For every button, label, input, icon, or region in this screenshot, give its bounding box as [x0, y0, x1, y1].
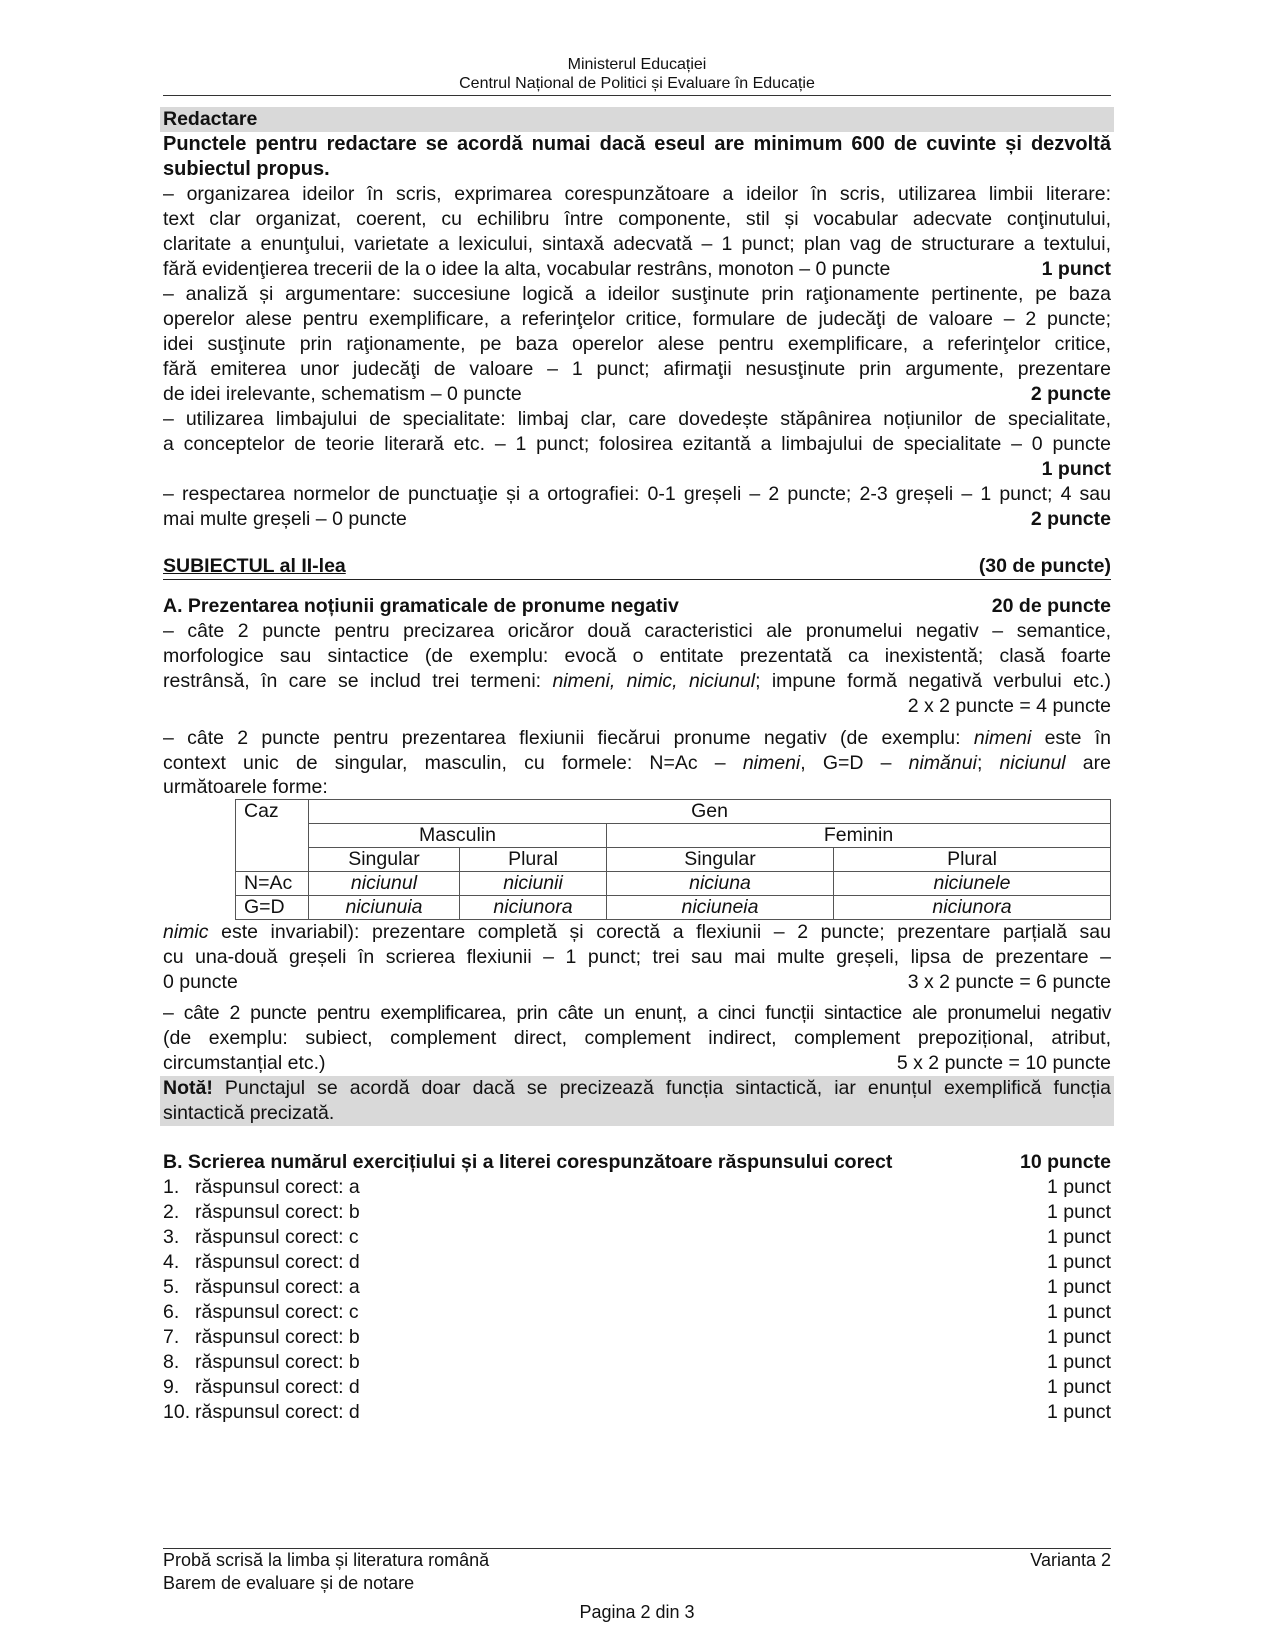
text-line: operelor alese pentru exemplificare, a referinţelor critice, formulare de judecăţi de valoare – 2 puncte;	[163, 308, 1111, 330]
text-segment: mai multe greșeli – 0 puncte	[163, 508, 407, 530]
form-cell: niciunora	[460, 896, 607, 920]
section-b-title: B. Scrierea numărul exercițiului și a literei corespunzătoare răspunsului corect	[163, 1151, 893, 1173]
item-score: 1 punct	[1047, 1376, 1111, 1398]
text-segment: 0 puncte	[163, 971, 238, 993]
text-segment: context unic de singular, masculin, cu formele: N=Ac –	[163, 752, 743, 774]
table-row	[236, 872, 1111, 896]
text-segment: circumstanțial etc.)	[163, 1052, 326, 1074]
section-b-heading	[163, 1150, 1111, 1175]
item-text: răspunsul corect: d	[195, 1376, 360, 1398]
number-header: Singular	[607, 848, 834, 872]
item-flexiune	[163, 726, 1111, 995]
item-functii-sintactice	[163, 1001, 1111, 1076]
text-segment: – câte 2 puncte pentru prezentarea flexiunii fiecărui pronume negativ (de exemplu:	[163, 727, 974, 749]
page-number: Pagina 2 din 3	[579, 1602, 695, 1622]
center-name: Centrul Național de Politici și Evaluare în Educație	[459, 75, 815, 92]
table-row	[236, 896, 1111, 920]
item-score: 1 punct	[1047, 1326, 1111, 1348]
text-segment: este în	[1031, 727, 1111, 749]
answer-item	[163, 1375, 1111, 1400]
ministry-name: Ministerul Educației	[567, 56, 707, 73]
form-cell: niciunora	[834, 896, 1111, 920]
barem-label: Barem de evaluare și de notare	[163, 1573, 415, 1593]
item-number: 10.	[163, 1401, 191, 1423]
item-number: 7.	[163, 1326, 180, 1348]
form-cell: niciunele	[834, 872, 1111, 896]
item-number: 8.	[163, 1351, 180, 1373]
item-number: 5.	[163, 1276, 180, 1298]
text-segment: de idei irelevante, schematism – 0 puncte	[163, 383, 522, 405]
text-line: fără emiterea unor judecăţi de valoare – 1 punct; afirmaţii nesusţinute prin argumente, prezentare	[163, 358, 1111, 380]
header-divider	[163, 95, 1111, 96]
item-score: 1 punct	[1047, 1301, 1111, 1323]
item-score: 1 punct	[1047, 1276, 1111, 1298]
text-line: – respectarea normelor de punctuaţie și a ortografiei: 0-1 greșeli – 2 puncte; 2-3 greșeli – 1 punct; 4 sau	[163, 483, 1111, 505]
exam-name: Probă scrisă la limba și literatura română	[163, 1550, 490, 1570]
item-caracteristici	[163, 619, 1111, 719]
answer-item	[163, 1250, 1111, 1275]
criterion-analiza	[163, 282, 1111, 407]
score-label: 1 punct	[1041, 258, 1111, 280]
item-text: răspunsul corect: b	[195, 1201, 360, 1223]
text-segment: ; impune formă negativă verbului etc.)	[755, 670, 1111, 692]
italic-term: niciunul	[999, 752, 1066, 774]
score-label: 2 x 2 puncte = 4 puncte	[907, 695, 1111, 717]
answer-item	[163, 1400, 1111, 1425]
item-score: 1 punct	[1047, 1351, 1111, 1373]
text-segment: ;	[976, 752, 1000, 774]
note-label: Notă!	[163, 1077, 213, 1099]
case-cell: N=Ac	[236, 872, 309, 896]
answer-item	[163, 1225, 1111, 1250]
text-segment: este invariabil): prezentare completă și corectă a flexiunii – 2 puncte; prezentare parțială sau	[208, 921, 1111, 943]
item-number: 9.	[163, 1376, 180, 1398]
answer-item	[163, 1275, 1111, 1300]
form-cell: niciunuia	[309, 896, 460, 920]
section-b-points: 10 puncte	[1019, 1151, 1111, 1173]
number-header: Singular	[309, 848, 460, 872]
case-cell: G=D	[236, 896, 309, 920]
text-line: idei susţinute prin raţionamente, pe baza operelor alese pentru exemplificare, a referinţelor critice,	[163, 333, 1111, 355]
answer-item	[163, 1325, 1111, 1350]
section-a	[163, 594, 1111, 1126]
text-line	[163, 507, 1111, 532]
text-line: text clar organizat, coerent, cu echilibru între componente, stil și vocabular adecvate conţinutului,	[163, 208, 1111, 230]
score-label: 3 x 2 puncte = 6 puncte	[907, 971, 1111, 993]
redactare-title: Redactare	[160, 107, 1114, 132]
item-score: 1 punct	[1047, 1201, 1111, 1223]
item-score: 1 punct	[1047, 1401, 1111, 1423]
subiect-title: SUBIECTUL al II-lea	[163, 555, 346, 577]
subiect-points: (30 de puncte)	[978, 555, 1111, 577]
item-text: răspunsul corect: a	[195, 1176, 360, 1198]
form-cell: niciuneia	[607, 896, 834, 920]
page-header	[163, 0, 1111, 93]
text-segment: fără evidenţierea trecerii de la o idee la alta, vocabular restrâns, monoton – 0 puncte	[163, 258, 891, 280]
text-line: – câte 2 puncte pentru exemplificarea, prin câte un enunț, a cinci funcții sintactice ale pronumelui negativ	[163, 1002, 1111, 1024]
item-score: 1 punct	[1047, 1176, 1111, 1198]
document-page	[163, 0, 1111, 1425]
item-text: răspunsul corect: d	[195, 1401, 360, 1423]
form-cell: niciuna	[607, 872, 834, 896]
feminin-header: Feminin	[607, 824, 1111, 848]
text-segment: are	[1065, 752, 1111, 774]
text-line: – analiză și argumentare: succesiune logică a ideilor susţinute prin raţionamente pertinente, pe baza	[163, 283, 1111, 305]
text-line: – câte 2 puncte pentru precizarea oricăror două caracteristici ale pronumelui negativ – semantice,	[163, 620, 1111, 642]
text-line	[163, 257, 1111, 282]
subiect-2-heading	[163, 554, 1111, 580]
text-line: claritate a enunţului, varietate a lexicului, sintaxă adecvată – 1 punct; plan vag de structurare a textului,	[163, 233, 1111, 255]
text-segment: , G=D –	[800, 752, 909, 774]
text-line	[163, 726, 1111, 751]
italic-term: nimeni	[973, 727, 1032, 749]
item-number: 1.	[163, 1176, 180, 1198]
text-line	[163, 1051, 1111, 1076]
flexiune-table	[235, 799, 1111, 920]
criterion-limbaj	[163, 407, 1111, 482]
text-line: următoarele forme:	[163, 776, 328, 798]
variant-label: Varianta 2	[1030, 1550, 1111, 1570]
score-label: 2 puncte	[1030, 383, 1111, 405]
item-text: răspunsul corect: b	[195, 1351, 360, 1373]
text-line	[163, 382, 1111, 407]
note-text: Punctajul se acordă doar dacă se precizează funcția sintactică, iar enunțul exemplifică funcția sintactică precizată.	[163, 1077, 1111, 1124]
italic-term: nimic	[163, 921, 209, 943]
section-b	[163, 1150, 1111, 1425]
item-text: răspunsul corect: c	[195, 1301, 359, 1323]
item-number: 3.	[163, 1226, 180, 1248]
italic-term: nimeni, nimic, niciunul	[552, 670, 756, 692]
item-number: 6.	[163, 1301, 180, 1323]
section-a-heading	[163, 594, 1111, 619]
footer-row	[163, 1549, 1111, 1572]
gen-header: Gen	[309, 800, 1111, 824]
redactare-intro: Punctele pentru redactare se acordă numai dacă eseul are minimum 600 de cuvinte și dezvoltă subiectul propus.	[163, 133, 1111, 180]
item-text: răspunsul corect: b	[195, 1326, 360, 1348]
answer-item	[163, 1200, 1111, 1225]
form-cell: niciunii	[460, 872, 607, 896]
section-a-points: 20 de puncte	[991, 595, 1111, 617]
text-segment: restrânsă, în care se includ trei termeni:	[163, 670, 553, 692]
number-header: Plural	[460, 848, 607, 872]
section-a-title: A. Prezentarea noțiunii gramaticale de pronume negativ	[163, 595, 679, 617]
number-header: Plural	[834, 848, 1111, 872]
text-line	[163, 751, 1111, 776]
text-line: – organizarea ideilor în scris, exprimarea corespunzătoare a ideilor în scris, utilizarea limbii literare:	[163, 183, 1111, 205]
item-text: răspunsul corect: c	[195, 1226, 359, 1248]
answer-item	[163, 1300, 1111, 1325]
note-box	[160, 1076, 1114, 1126]
text-line: – utilizarea limbajului de specialitate: limbaj clar, care dovedește stăpânirea noțiunilor de specialitate,	[163, 408, 1111, 430]
item-number: 2.	[163, 1201, 180, 1223]
item-text: răspunsul corect: d	[195, 1251, 360, 1273]
score-label: 2 puncte	[1030, 508, 1111, 530]
text-line: (de exemplu: subiect, complement direct, complement indirect, complement prepozițional, atribut,	[163, 1027, 1111, 1049]
italic-term: nimănui	[908, 752, 977, 774]
caz-header: Caz	[236, 800, 309, 872]
page-footer	[163, 1548, 1111, 1624]
answer-item	[163, 1175, 1111, 1200]
text-line	[163, 920, 1111, 945]
text-line	[163, 669, 1111, 694]
text-line	[163, 970, 1111, 995]
form-cell: niciunul	[309, 872, 460, 896]
italic-term: nimeni	[742, 752, 801, 774]
text-line: morfologice sau sintactice (de exemplu: evocă o entitate prezentată ca inexistentă; clasă foarte	[163, 645, 1111, 667]
text-line: a conceptelor de teorie literară etc. – 1 punct; folosirea ezitantă a limbajului de specialitate – 0 puncte	[163, 433, 1111, 455]
item-number: 4.	[163, 1251, 180, 1273]
item-score: 1 punct	[1047, 1226, 1111, 1248]
criterion-ortografie	[163, 482, 1111, 532]
score-label: 5 x 2 puncte = 10 puncte	[896, 1052, 1111, 1074]
item-score: 1 punct	[1047, 1251, 1111, 1273]
score-label: 1 punct	[1041, 458, 1111, 480]
item-text: răspunsul corect: a	[195, 1276, 360, 1298]
answer-item	[163, 1350, 1111, 1375]
masculin-header: Masculin	[309, 824, 607, 848]
text-line: cu una-două greșeli în scrierea flexiunii – 1 punct; trei sau mai multe greșeli, lipsa de prezentare –	[163, 946, 1111, 968]
redactare-section	[163, 107, 1111, 532]
criterion-organizare	[163, 182, 1111, 282]
